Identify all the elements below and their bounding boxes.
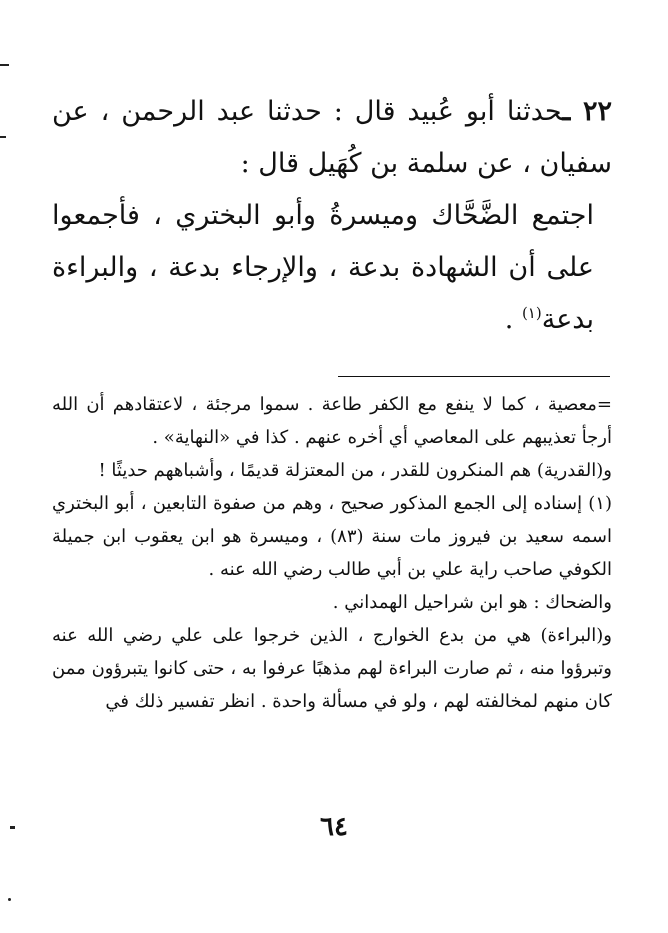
scan-artifact — [0, 136, 6, 138]
main-text — [52, 86, 612, 346]
footnote-paragraph: =معصية ، كما لا ينفع مع الكفر طاعة . سموا مرجئة ، لاعتقادهم أن الله أرجأ تعذيبهم على المعاصي أي أخره عنهم . كذا في «النهاية» . — [52, 394, 612, 448]
footnote-separator — [338, 376, 610, 377]
footnote-paragraph: و(القدرية) هم المنكرون للقدر ، من المعتزلة قديمًا ، وأشباههم حديثًا ! — [98, 460, 612, 481]
isnad-text: حدثنا أبو عُبيد قال : حدثنا عبد الرحمن ، عن سفيان ، عن سلمة بن كُهَيل قال : — [52, 96, 612, 179]
hadith-number: ٢٢ ـ — [562, 96, 612, 127]
scan-artifact — [8, 898, 11, 901]
footnote-paragraph: (١) إسناده إلى الجمع المذكور صحيح ، وهم من صفوة التابعين ، أبو البختري اسمه سعيد بن فيروز مات سنة (٨٣) ، وميسرة هو ابن يعقوب ابن جميلة الكوفي صاحب راية علي بن أبي طالب رضي الله عنه . — [52, 493, 613, 580]
footnote-paragraph: و(البراءة) هي من بدع الخوارج ، الذين خرجوا على علي رضي الله عنه وتبرؤوا منه ، ثم صارت البراءة لهم مذهبًا عرفوا به ، حتى كانوا يتبرؤون ممن كان منهم لمخالفته لهم ، ولو في مسألة واحدة . انظر تفسير ذلك في — [52, 625, 612, 712]
hadith-chain — [52, 86, 612, 190]
hadith-body — [52, 190, 612, 346]
footnote-reference: (١) — [521, 304, 542, 322]
ending-punctuation: . — [504, 304, 522, 335]
footnote-paragraph: والضحاك : هو ابن شراحيل الهمداني . — [332, 592, 612, 613]
scan-artifact — [0, 64, 9, 66]
matn-text: اجتمع الضَّحَّاك وميسرةُ وأبو البختري ، فأجمعوا على أن الشهادة بدعة ، والإرجاء بدعة ، والبراءة بدعة — [52, 200, 594, 335]
footnotes — [52, 388, 612, 718]
page-number: ٦٤ — [320, 812, 348, 842]
